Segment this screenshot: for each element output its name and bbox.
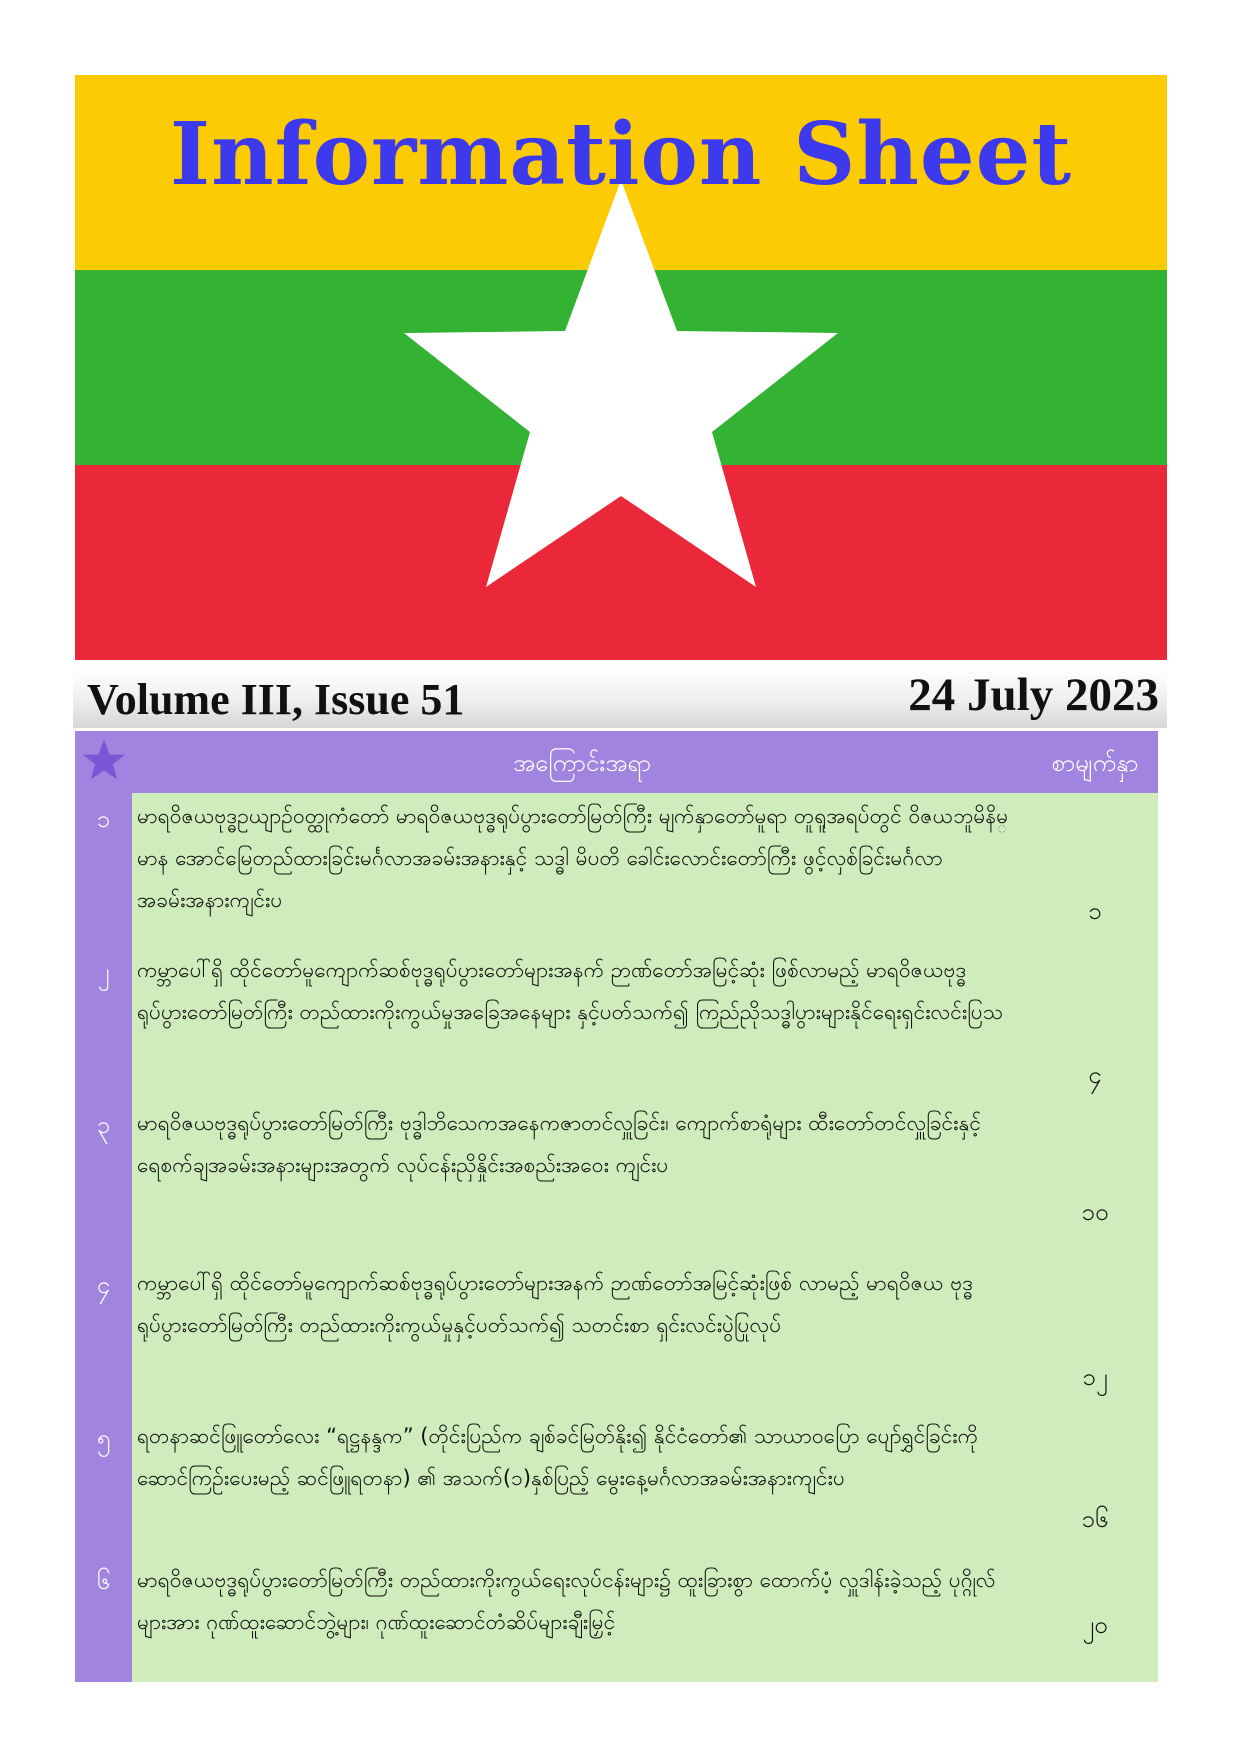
row-number: ၅ xyxy=(96,1424,111,1452)
row-title: ကမ္ဘာပေါ်ရှိ ထိုင်တော်မူကျောက်ဆစ်ဗုဒ္ဓရုပ်ပွားတော်များအနက် ဉာဏ်တော်အမြင့်ဆုံးဖြစ် လာမည့် မာရဝိဇယ ဗုဒ္ဓရုပ်ပွားတော်မြတ်ကြီး တည်ထားကိုးကွယ်မှုနှင့်ပတ်သက်၍ သတင်းစာ ရှင်းလင်းပွဲပြုလုပ် xyxy=(137,1271,974,1337)
row-title: မာရဝိဇယဗုဒ္ဓဥယျာဉ်ဝတ္ထုကံတော် မာရဝိဇယဗုဒ္ဓရုပ်ပွားတော်မြတ်ကြီး မျက်နှာတော်မူရာ တူရူအရပ်တွင် ဝိဇယဘူမိနိမ္မာန အောင်မြေတည်ထားခြင်းမင်္ဂလာအခမ်းအနားနှင့် သဒ္ဓါ မိပတိ ခေါင်းလောင်းတော်ကြီး ဖွင့်လှစ်ခြင်းမင်္ဂလာအခမ်းအနားကျင်းပ xyxy=(137,804,1009,912)
row-title: ကမ္ဘာပေါ်ရှိ ထိုင်တော်မူကျောက်ဆစ်ဗုဒ္ဓရုပ်ပွားတော်များအနက် ဉာဏ်တော်အမြင့်ဆုံး ဖြစ်လာမည့် မာရဝိဇယဗုဒ္ဓရုပ်ပွားတော်မြတ်ကြီး တည်ထားကိုးကွယ်မှုအခြေအနေများ နှင့်ပတ်သက်၍ ကြည်ညိုသဒ္ဓါပွားများနိုင်ရေးရှင်းလင်းပြသ xyxy=(137,958,1004,1024)
cover-title: Information Sheet xyxy=(169,104,1073,205)
cover-flag xyxy=(75,75,1167,660)
issue-date: 24 July 2023 xyxy=(908,669,1159,721)
row-title: မာရဝိဇယဗုဒ္ဓရုပ်ပွားတော်မြတ်ကြီး တည်ထားကိုးကွယ်ရေးလုပ်ငန်းများ၌ ထူးခြားစွာ ထောက်ပံ့ လှူဒါန်းခဲ့သည့် ပုဂ္ဂိုလ်များအား ဂုဏ်ထူးဆောင်ဘွဲ့များ၊ ဂုဏ်ထူးဆောင်တံဆိပ်များချီးမြှင့် xyxy=(137,1568,996,1634)
row-page: ၁၂ xyxy=(1082,1363,1108,1391)
toc-header xyxy=(132,731,1158,793)
row-page: ၁၀ xyxy=(1081,1198,1109,1226)
toc-number-column xyxy=(75,731,132,1682)
toc-header-page: စာမျက်နှာ xyxy=(1051,749,1139,777)
row-page: ၄ xyxy=(1088,1061,1102,1089)
row-title: ရတနာဆင်ဖြူတော်လေး “ရဋ္ဌနန္ဒက” (တိုင်းပြည်က ချစ်ခင်မြတ်နိုး၍ နိုင်ငံတော်၏ သာယာဝပြော ပျော်ရွှင်ခြင်းကို ဆောင်ကြဉ်းပေးမည့် ဆင်ဖြူရတနာ) ၏ အသက်(၁)နှစ်ပြည့် မွေးနေ့မင်္ဂလာအခမ်းအနားကျင်းပ xyxy=(137,1424,979,1490)
star-icon xyxy=(81,737,127,783)
toc-header-title: အကြောင်းအရာ xyxy=(513,749,651,777)
toc-body xyxy=(132,793,1158,1682)
issue-bar xyxy=(73,668,1167,728)
table-of-contents xyxy=(75,731,1158,1682)
row-number: ၃ xyxy=(96,1111,111,1139)
row-number: ၂ xyxy=(97,958,110,986)
row-title: မာရဝိဇယဗုဒ္ဓရုပ်ပွားတော်မြတ်ကြီး ဗုဒ္ဓါဘိသေကအနေကဇာတင်လှူခြင်း၊ ကျောက်စာရုံများ ထီးတော်တင်လှူခြင်းနှင့် ရေစက်ချအခမ်းအနားများအတွက် လုပ်ငန်းညှိနှိုင်းအစည်းအဝေး ကျင်းပ xyxy=(137,1111,982,1177)
volume-issue: Volume III, Issue 51 xyxy=(87,675,465,724)
row-number: ၁ xyxy=(96,805,111,833)
row-page: ၂၀ xyxy=(1082,1611,1108,1639)
row-number: ၄ xyxy=(96,1271,111,1299)
row-page: ၁ xyxy=(1088,897,1102,925)
row-number: ၆ xyxy=(96,1567,111,1595)
row-page: ၁၆ xyxy=(1081,1505,1109,1533)
